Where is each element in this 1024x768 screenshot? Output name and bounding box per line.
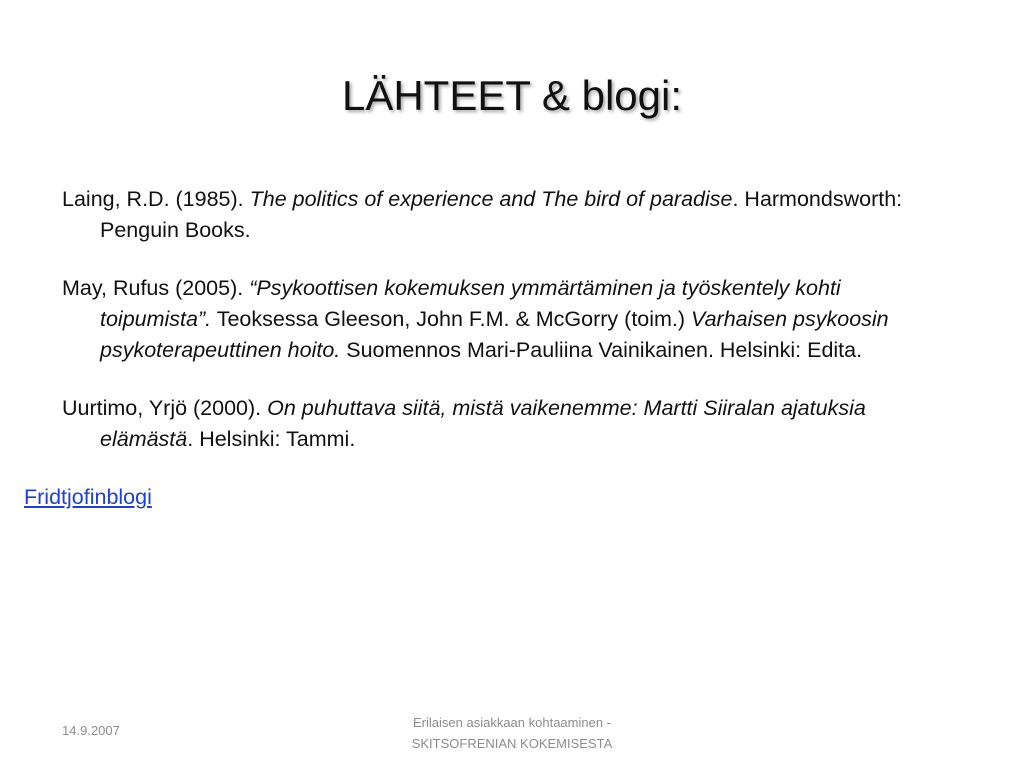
reference-publisher: Suomennos Mari-Pauliina Vainikainen. Helsinki: Edita. [340, 338, 863, 362]
footer-date: 14.9.2007 [62, 723, 120, 738]
reference-item-laing [62, 184, 952, 246]
reference-author-year: May, Rufus (2005). [62, 276, 250, 300]
reference-title: The politics of experience and The bird of paradise [249, 187, 733, 211]
blog-link-row [24, 482, 952, 513]
reference-author-year: Uurtimo, Yrjö (2000). [62, 396, 268, 420]
reference-book-title: Varhaisen psykoosin psykoterapeuttinen hoito. [100, 307, 889, 362]
reference-details: Teoksessa Gleeson, John F.M. & McGorry (toim.) [211, 307, 692, 331]
reference-publisher: . Helsinki: Tammi. [187, 427, 356, 451]
reference-author-year: Laing, R.D. (1985). [62, 187, 250, 211]
reference-item-may [62, 273, 952, 366]
footer-title-line-1: Erilaisen asiakkaan kohtaaminen - [413, 715, 611, 730]
slide-title: LÄHTEET & blogi: [341, 72, 683, 119]
blog-link[interactable]: Fridtjofinblogi [24, 485, 152, 509]
reference-list [24, 184, 952, 540]
reference-publisher: . Harmondsworth: Penguin Books. [100, 187, 903, 242]
reference-item-uurtimo [62, 393, 952, 455]
footer-title-line-2: SKITSOFRENIAN KOKEMISESTA [411, 736, 613, 751]
reference-title: “Psykoottisen kokemuksen ymmärtäminen ja työskentely kohti toipumista”. [100, 276, 841, 331]
reference-title: On puhuttava siitä, mistä vaikenemme: Martti Siiralan ajatuksia elämästä [100, 396, 866, 451]
footer-title [362, 712, 662, 754]
